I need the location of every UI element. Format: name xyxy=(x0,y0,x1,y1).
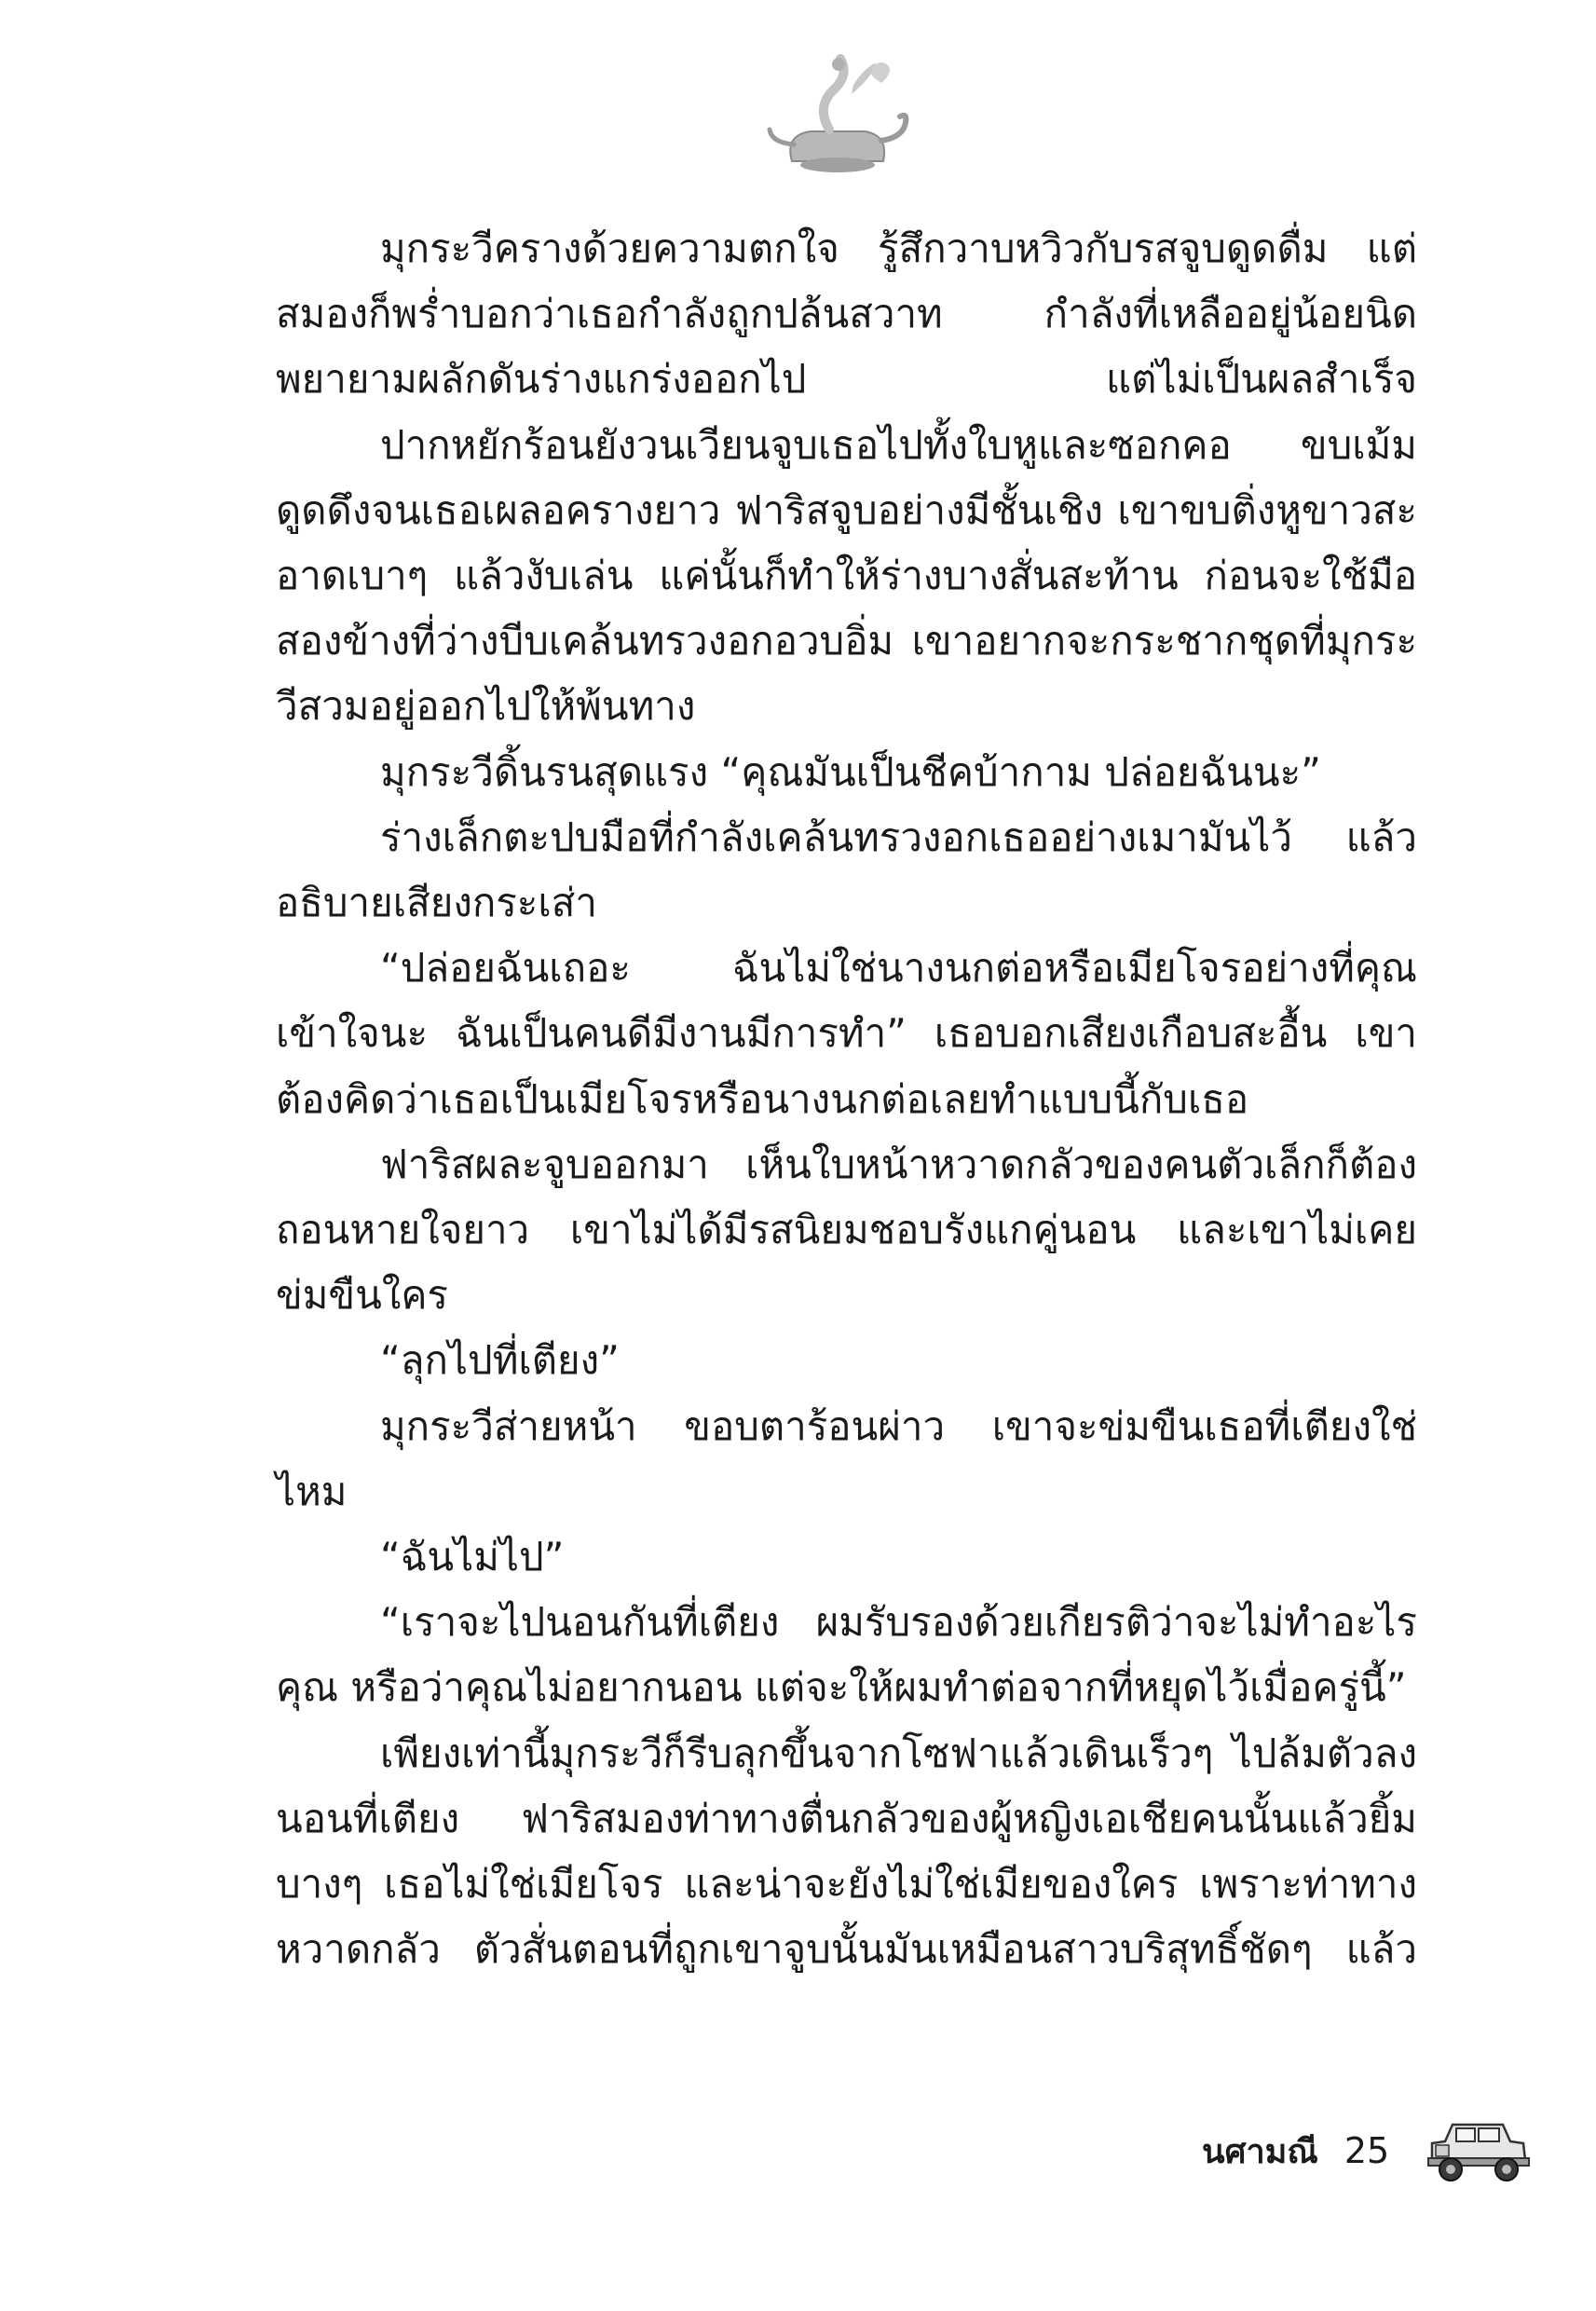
paragraph: “ลุกไปที่เตียง” xyxy=(380,1337,620,1384)
paragraph: “ปล่อยฉันเถอะ ฉันไม่ใช่นางนกต่อหรือเมียโจรอย่างที่คุณเข้าใจนะ ฉันเป็นคนดีมีงานมีการทำ” เธอบอกเสียงเกือบสะอื้น เขาต้องคิดว่าเธอเป็นเมียโจรหรือนางนกต่อเลยทำแบบนี้กับเธอ xyxy=(276,945,1417,1122)
paragraph: ร่างเล็กตะปบมือที่กำลังเคล้นทรวงอกเธออย่างเมามันไว้ แล้วอธิบายเสียงกระเส่า xyxy=(276,814,1417,926)
genie-lamp-ornament-icon xyxy=(764,51,913,182)
paragraph: เพียงเท่านี้มุกระวีก็รีบลุกขึ้นจากโซฟาแล้วเดินเร็วๆ ไปล้มตัวลงนอนที่เตียง ฟาริสมองท่าทางตื่นกลัวของผู้หญิงเอเชียคนนั้นแล้วยิ้มบางๆ เธอไม่ใช่เมียโจร และน่าจะยังไม่ใช่เมียของใคร เพราะท่าทางหวาดกลัว ตัวสั่นตอนที่ถูกเขาจูบนั้นมันเหมือนสาวบริสุทธิ์ชัดๆ แล้ว xyxy=(276,1730,1417,1973)
jeep-icon xyxy=(1425,2117,1532,2184)
story-text-body xyxy=(276,216,1417,1982)
paragraph: “ฉันไม่ไป” xyxy=(380,1534,565,1580)
paragraph: มุกระวีครางด้วยความตกใจ รู้สึกวาบหวิวกับรสจูบดูดดื่ม แต่สมองก็พร่ำบอกว่าเธอกำลังถูกปล้นสวาท กำลังที่เหลืออยู่น้อยนิดพยายามผลักดันร่างแกร่งออกไป แต่ไม่เป็นผลสำเร็จ xyxy=(276,226,1417,403)
author-name: นศามณี xyxy=(1202,2132,1318,2171)
paragraph: “เราจะไปนอนกันที่เตียง ผมรับรองด้วยเกียรติว่าจะไม่ทำอะไรคุณ หรือว่าคุณไม่อยากนอน แต่จะให้ผมทำต่อจากที่หยุดไว้เมื่อครู่นี้” xyxy=(276,1599,1417,1711)
paragraph: ปากหยักร้อนยังวนเวียนจูบเธอไปทั้งใบหูและซอกคอ ขบเม้มดูดดึงจนเธอเผลอครางยาว ฟาริสจูบอย่างมีชั้นเชิง เขาขบติ่งหูขาวสะอาดเบาๆ แล้วงับเล่น แค่นั้นก็ทำให้ร่างบางสั่นสะท้าน ก่อนจะใช้มือสองข้างที่ว่างบีบเคล้นทรวงอกอวบอิ่ม เขาอยากจะกระชากชุดที่มุกระวีสวมอยู่ออกไปให้พ้นทาง xyxy=(276,421,1417,730)
paragraph: มุกระวีดิ้นรนสุดแรง “คุณมันเป็นชีคบ้ากาม ปล่อยฉันนะ” xyxy=(380,748,1321,795)
paragraph: ฟาริสผละจูบออกมา เห็นใบหน้าหวาดกลัวของคนตัวเล็กก็ต้องถอนหายใจยาว เขาไม่ได้มีรสนิยมชอบรังแกคู่นอน และเขาไม่เคยข่มขืนใคร xyxy=(276,1141,1417,1319)
page-number: 25 xyxy=(1344,2130,1390,2171)
page-footer xyxy=(1202,2117,1532,2184)
paragraph: มุกระวีส่ายหน้า ขอบตาร้อนผ่าว เขาจะข่มขืนเธอที่เตียงใช่ไหม xyxy=(276,1402,1417,1514)
